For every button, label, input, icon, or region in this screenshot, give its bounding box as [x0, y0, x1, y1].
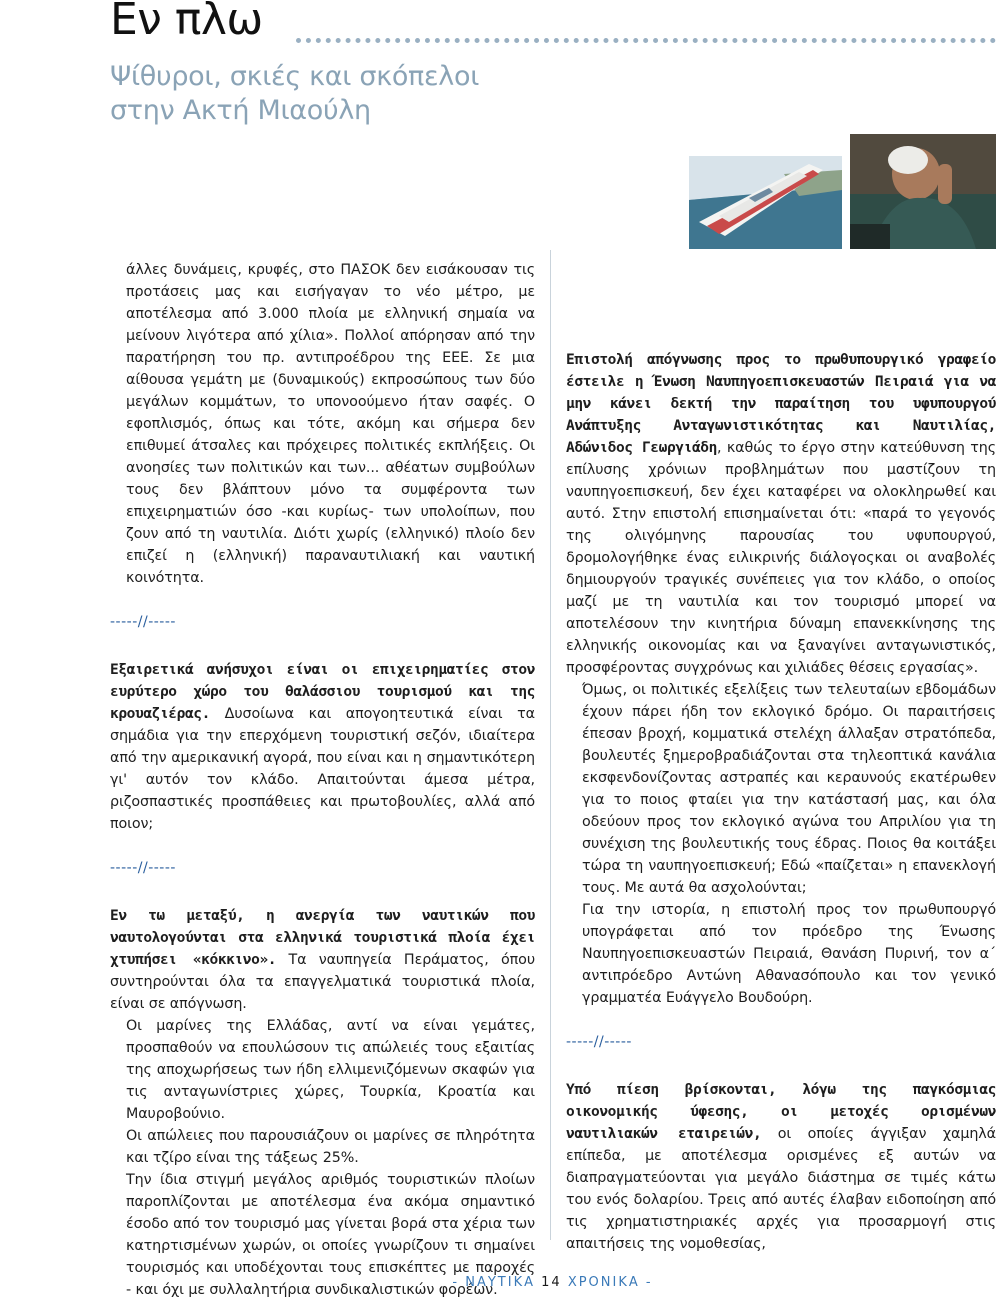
left-column [110, 259, 535, 1301]
paragraph-lead: Εξαιρετικά ανήσυχοι είναι οι επιχειρηματίες στον ευρύτερο χώρο του θαλάσσιου τουρισμού και της κρουαζιέρας. [110, 662, 535, 722]
title-dotted-rule [296, 38, 996, 43]
column-divider [550, 250, 551, 1240]
page-footer [0, 1275, 996, 1290]
page-number: 14 [541, 1275, 562, 1290]
cruise-ship-photo [689, 156, 842, 249]
section-separator: -----//----- [110, 860, 176, 876]
paragraph-text: Τα ναυπηγεία Περάματος, όπου συντηρούνται όλα τα επαγγελματικά τουριστικά πλοία, είναι σε απόγνωση. [110, 952, 536, 1012]
subtitle-line-1: Ψίθυροι, σκιές και σκόπελοι [110, 61, 480, 92]
paragraph-lead: Υπό πίεση βρίσκονται, λόγω της παγκόσμιας οικονομικής ύφεσης, οι μετοχές ορισμένων ναυτιλιακών εταιρειών, [566, 1082, 996, 1142]
paragraph-lead: Εν τω μεταξύ, η ανεργία των ναυτικών που ναυτολογούνται στα ελληνικά τουριστικά πλοία έχει χτυπήσει «κόκκινο». [110, 908, 535, 968]
paragraph: Οι απώλειες που παρουσιάζουν οι μαρίνες σε πληρότητα και τζίρο είναι της τάξεως 25%. [126, 1128, 535, 1166]
paragraph [110, 905, 535, 1015]
paragraph-text: Δυσοίωνα και απογοητευτικά είναι τα σημάδια για την επερχόμενη τουριστική σεζόν, ιδιαίτερα από την αμερικανική αγορά, που είναι και η σημαντικότερη γι' αυτόν τον κλάδο. Απαιτούνται άμεσα μέτρα, ριζοσπαστικές προσπάθειες και πρωτοβουλίες, αλλά από ποιον; [110, 706, 535, 832]
paragraph [566, 349, 996, 679]
right-column [566, 349, 996, 1255]
paragraph-text: οι οποίες άγγιξαν χαμηλά επίπεδα, με αποτέλεσμα ορισμένες εξ αυτών να διαπραγματεύονται για μεγάλο διάστημα σε τιμές κάτω του ενός δολαρίου. Τρεις από αυτές έλαβαν ειδοποίηση από τις χρηματιστηριακές αρχές για προσαρμογή στις απαιτήσεις της νομοθεσίας, [566, 1126, 996, 1252]
footer-magazine-right: ΧΡΟΝΙΚΑ - [567, 1275, 653, 1290]
section-separator: -----//----- [110, 614, 176, 630]
paragraph [110, 659, 535, 835]
paragraph [566, 1079, 996, 1255]
footer-magazine-left: - ΝΑΥΤΙΚΑ [452, 1275, 535, 1290]
paragraph: Την ίδια στιγμή μεγάλος αριθμός τουριστικών πλοίων παροπλίζονται με αποτέλεσμα ένα ακόμα σημαντικό έσοδο από τον τουρισμό μας γίνεται βορά στα χέρια των κατηρτισμένων χωρών, οι οποίες γνωρίζουν τι σημαίνει τουρισμός και υποδέχονται τους επισκέπτες με παροχές - και όχι με συλλαλητήρια συνδικαλιστικών φορέων. [126, 1172, 535, 1298]
paragraph: άλλες δυνάμεις, κρυφές, στο ΠΑΣΟΚ δεν εισάκουσαν τις προτάσεις μας και εισήγαγαν το νέο μέτρο, με αποτέλεσμα από 3.000 πλοία με ελληνική σημαία να μείνουν λιγότερα από χίλια». Πολλοί απόρησαν από την παρατήρηση του πρ. αντιπροέδρου της ΕΕΕ. Σε μια αίθουσα γεμάτη με (δυναμικούς) εκπροσώπους των δύο μεγάλων κομμάτων, το υπονοούμενο ήταν σαφές. Ο εφοπλισμός, όπως και τότε, ακόμη και σήμερα δεν επιθυμεί άτσαλες και πρόχειρες πολιτικές εκπλήξεις. Οι ανοησίες των πολιτικών και των... αθέατων συμβούλων τους δεν βλάπτουν μόνο τα συμφέροντα των επιχειρηματιών όσο -και κυρίως- των υπολοίπων, που ζουν από τη ναυτιλία. Διότι χωρίς (ελληνικό) πλοίο δεν επιζεί η (ελληνική) παραναυτιλιακή και ναυτική κοινότητα. [126, 262, 535, 586]
paragraph: Για την ιστορία, η επιστολή προς τον πρωθυπουργό υπογράφεται από τον πρόεδρο της Ένωσης Ναυπηγοεπισκευαστών Πειραιά, Θανάση Πυρινή, τον α΄ αντιπρόεδρο Αντώνη Αθανασόπουλο και τον γενικό γραμματέα Ευάγγελο Βουδούρη. [582, 902, 996, 1006]
paragraph: Οι μαρίνες της Ελλάδας, αντί να είναι γεμάτες, προσπαθούν να επουλώσουν τις απώλειές τους εξαιτίας της αποχωρήσεως των ήδη ελλιμενιζόμενων σκαφών για τις ανταγωνίστριες χώρες, Τουρκία, Κροατία και Μαυροβούνιο. [126, 1018, 535, 1122]
article-subtitle [110, 60, 479, 128]
paragraph: Όμως, οι πολιτικές εξελίξεις των τελευταίων εβδομάδων έχουν πάρει ήδη τον εκλογικό δρόμο. Οι παραιτήσεις έπεσαν βροχή, κομματικά στελέχη άλλαξαν στρατόπεδα, βουλευτές ξημεροβραδιάζονται στα τηλεοπτικά κανάλια εκσφενδονίζοντας αστραπές και κεραυνούς εκατέρωθεν για το ποιος φταίει για την κατάστασή μας, και όλα οδεύουν προς τον εκλογικό αγώνα του Απριλίου για τη συνέχιση της βουλευτικής τους έδρας. Ποιος θα κοιτάξει τώρα τη ναυπηγοεπισκευή; Εδώ «παίζεται» η επανεκλογή τους. Με αυτά θα ασχολούνται; [582, 682, 996, 896]
paragraph-text: , καθώς το έργο στην κατεύθυνση της επίλυσης χρόνιων προβλημάτων που μαστίζουν τη ναυπηγοεπισκευή, δεν έχει καταφέρει να ολοκληρωθεί και αυτό. Στην επιστολή επισημαίνεται ότι: «παρά το γεγονός της ολιγόμηνης παρουσίας του υφυπουργού, δρομολογήθηκε ένας ειλικρινής διάλογοςκαι οι αναβολές δημιουργούν τραγικές συνέπειες για τον κλάδο, ο οποίος μαζί με τη ναυτιλία και τον τουρισμό μπορεί να αποτελέσουν την κινητήρια δύναμη επανεκκίνησης της ελληνικής οικονομίας και να ξαναγίνει ανταγωνιστικός, προσφέροντας συγχρόνως και χιλιάδες θέσεις εργασίας». [566, 440, 996, 676]
worker-photo [850, 134, 996, 249]
section-separator: -----//----- [566, 1034, 632, 1050]
paragraph-lead: Επιστολή απόγνωσης προς το πρωθυπουργικό γραφείο έστειλε η Ένωση Ναυπηγοεπισκευαστών Πειραιά για να μην κάνει δεκτή την παραίτηση του υφυπουργού Ανάπτυξης Ανταγωνιστικότητας και Ναυτιλίας, Αδώνιδος Γεωργιάδη [566, 352, 996, 456]
section-title: Εν πλω [110, 0, 263, 45]
subtitle-line-2: στην Ακτή Μιαούλη [110, 95, 371, 126]
